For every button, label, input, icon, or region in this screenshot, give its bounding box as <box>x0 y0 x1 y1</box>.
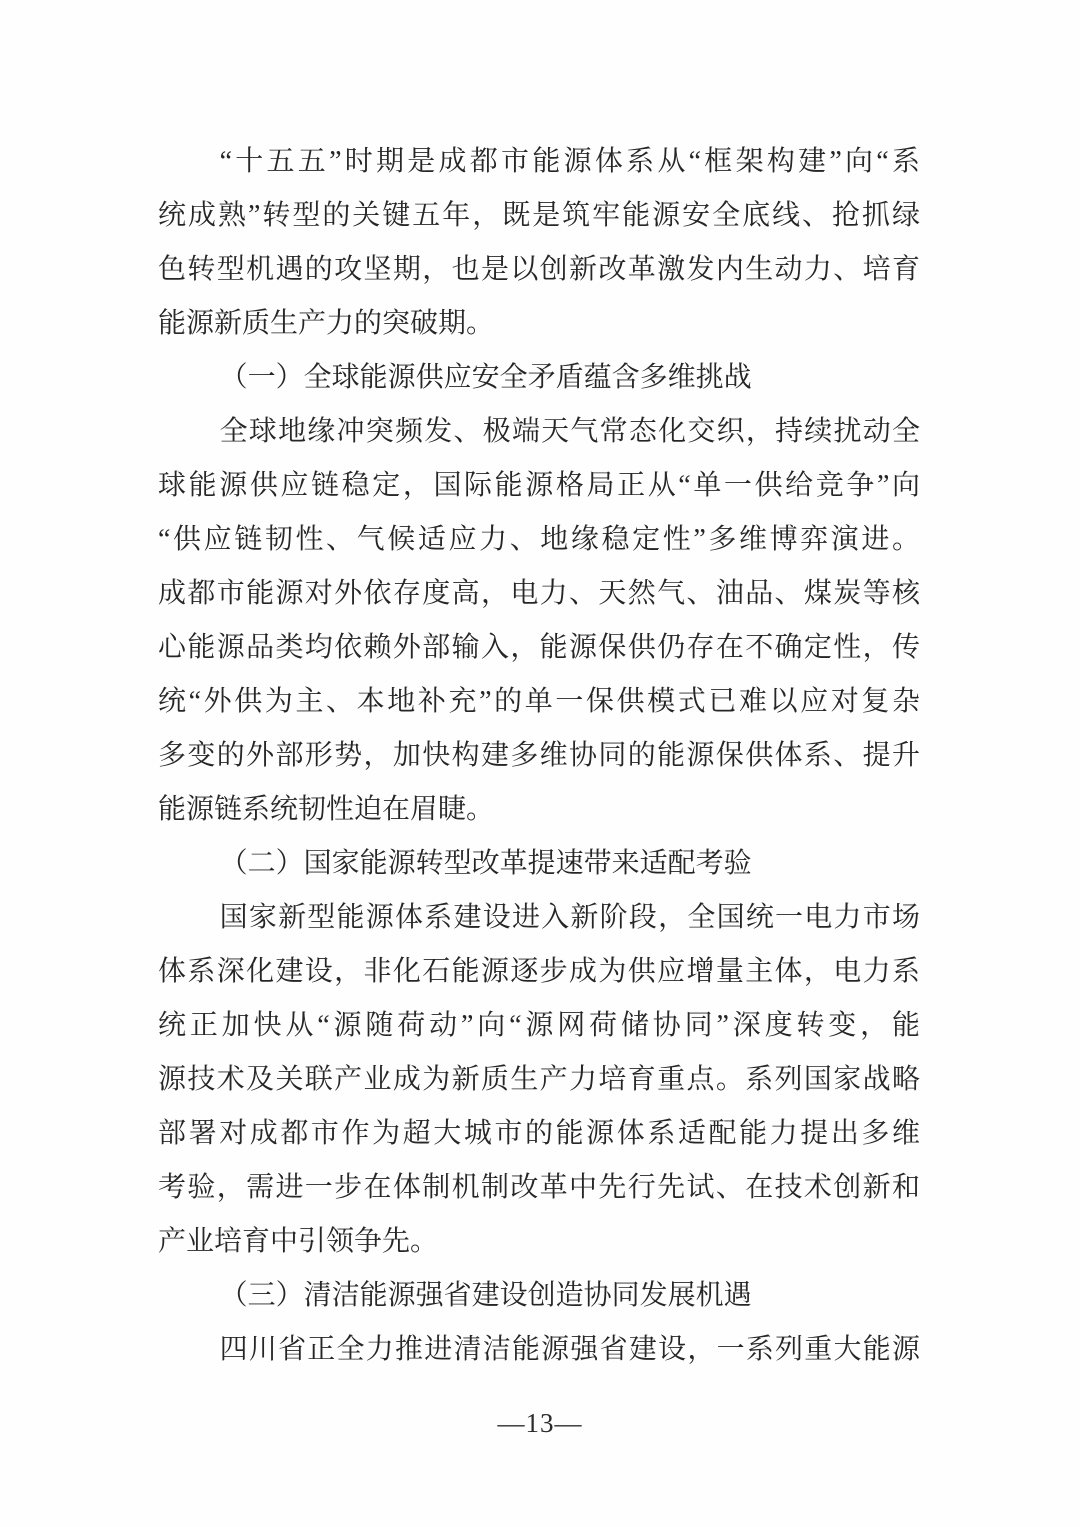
body-line: 源技术及关联产业成为新质生产力培育重点。系列国家战略 <box>158 1064 920 1095</box>
body-line: 色转型机遇的攻坚期，也是以创新改革激发内生动力、培育 <box>158 254 920 285</box>
section-heading-3: （三）清洁能源强省建设创造协同发展机遇 <box>219 1280 752 1311</box>
page-number: —13— <box>497 1408 583 1438</box>
body-line: 统正加快从“源随荷动”向“源网荷储协同”深度转变，能 <box>158 1010 920 1041</box>
body-line: “十五五”时期是成都市能源体系从“框架构建”向“系 <box>219 146 920 177</box>
body-line: 产业培育中引领争先。 <box>158 1226 439 1257</box>
body-line: 统“外供为主、本地补充”的单一保供模式已难以应对复杂 <box>158 686 920 717</box>
body-line: 考验，需进一步在体制机制改革中先行先试、在技术创新和 <box>158 1172 920 1203</box>
body-line: 能源新质生产力的突破期。 <box>158 308 495 339</box>
body-line: 多变的外部形势，加快构建多维协同的能源保供体系、提升 <box>158 740 920 771</box>
paragraph-3 <box>158 891 920 1269</box>
paragraph-4 <box>158 1323 920 1377</box>
body-line: 部署对成都市作为超大城市的能源体系适配能力提出多维 <box>158 1118 920 1149</box>
body-line: 国家新型能源体系建设进入新阶段，全国统一电力市场 <box>219 902 920 933</box>
section-heading-2: （二）国家能源转型改革提速带来适配考验 <box>219 848 752 879</box>
section-heading-1: （一）全球能源供应安全矛盾蕴含多维挑战 <box>219 362 752 393</box>
body-line: 成都市能源对外依存度高，电力、天然气、油品、煤炭等核 <box>158 578 920 609</box>
text-block <box>158 135 920 1377</box>
body-line: “供应链韧性、气候适应力、地缘稳定性”多维博弈演进。 <box>158 524 920 555</box>
paragraph-1 <box>158 135 920 351</box>
body-line: 体系深化建设，非化石能源逐步成为供应增量主体，电力系 <box>158 956 920 987</box>
body-line: 四川省正全力推进清洁能源强省建设，一系列重大能源 <box>219 1334 920 1365</box>
body-line: 统成熟”转型的关键五年，既是筑牢能源安全底线、抢抓绿 <box>158 200 920 231</box>
body-line: 心能源品类均依赖外部输入，能源保供仍存在不确定性，传 <box>158 632 920 663</box>
body-line: 全球地缘冲突频发、极端天气常态化交织，持续扰动全 <box>219 416 920 447</box>
paragraph-2 <box>158 405 920 837</box>
body-line: 能源链系统韧性迫在眉睫。 <box>158 794 495 825</box>
body-line: 球能源供应链稳定，国际能源格局正从“单一供给竞争”向 <box>158 470 920 501</box>
